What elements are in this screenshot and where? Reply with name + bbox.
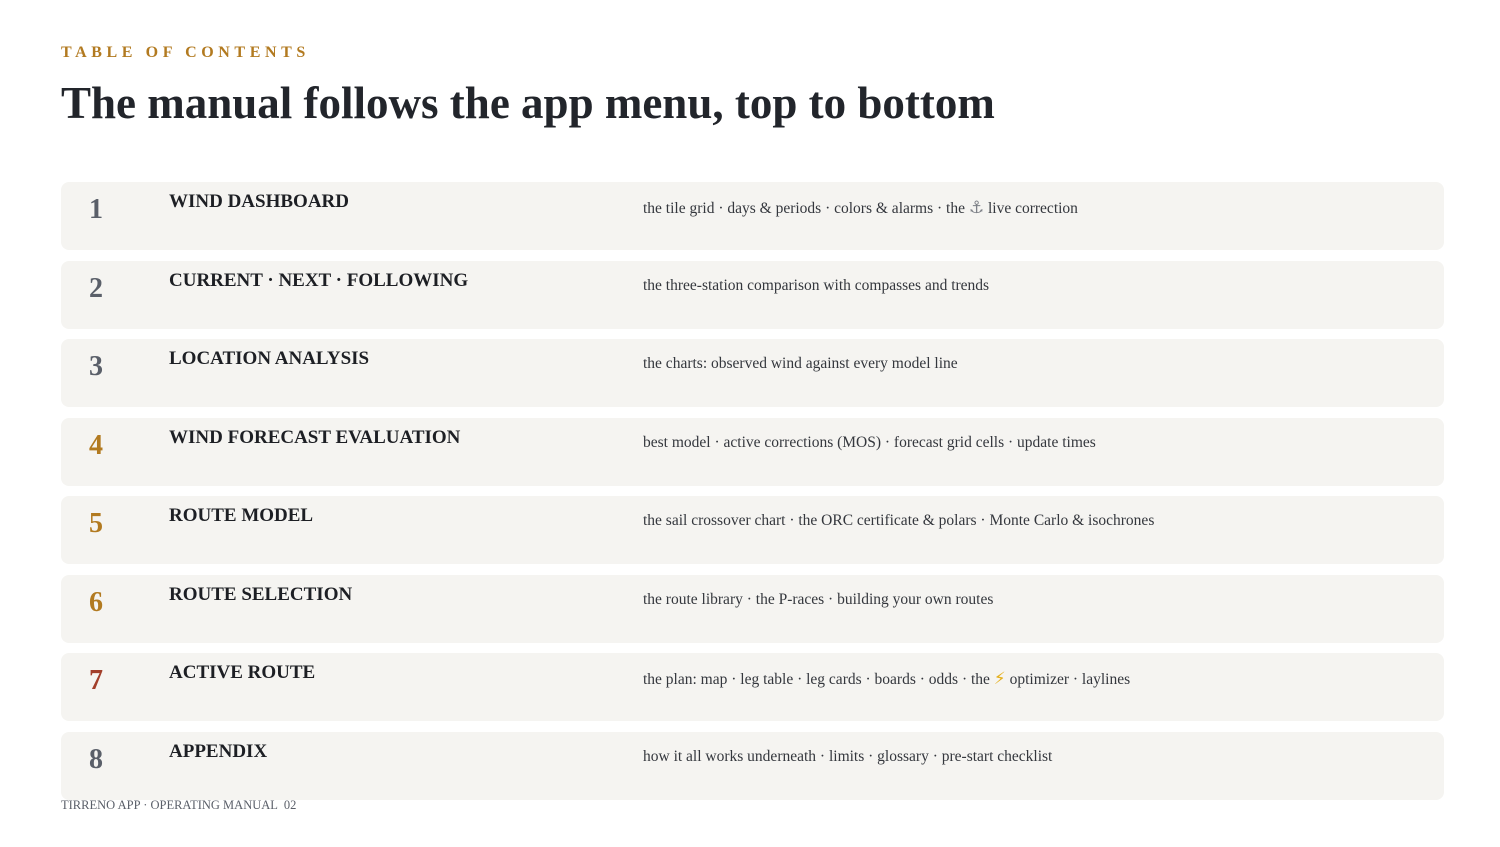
toc-row-wind-forecast-evaluation[interactable] xyxy=(61,418,1444,486)
toc-row-wind-dashboard[interactable] xyxy=(61,182,1444,250)
chapter-description: the sail crossover chart · the ORC certificate & polars · Monte Carlo & isochrones xyxy=(643,512,1155,529)
chapter-description-text: the plan: map · leg table · leg cards · boards · odds · the xyxy=(643,671,994,688)
chapter-title: LOCATION ANALYSIS xyxy=(169,348,370,369)
chapter-number: 8 xyxy=(89,743,103,775)
toc-row-route-model[interactable] xyxy=(61,496,1444,564)
toc-row-active-route[interactable] xyxy=(61,653,1444,721)
toc-row-appendix[interactable] xyxy=(61,732,1444,800)
toc-row-route-selection[interactable] xyxy=(61,575,1444,643)
toc-row-current-next-following[interactable] xyxy=(61,261,1444,329)
chapter-title: APPENDIX xyxy=(169,740,268,762)
section-eyebrow: TABLE OF CONTENTS xyxy=(61,44,310,61)
lightning-bolt-icon: ⚡ xyxy=(993,669,1006,689)
page-footer xyxy=(61,798,296,813)
chapter-title: WIND FORECAST EVALUATION xyxy=(169,426,461,448)
footer-text: TIRRENO APP · OPERATING MANUAL xyxy=(61,798,278,812)
chapter-title: CURRENT · NEXT · FOLLOWING xyxy=(169,269,469,291)
chapter-number: 7 xyxy=(89,665,103,696)
toc-row-location-analysis[interactable] xyxy=(61,339,1444,407)
chapter-description: the route library · the P-races · building your own routes xyxy=(643,590,994,608)
chapter-description xyxy=(643,667,1130,692)
chapter-title: ROUTE MODEL xyxy=(169,505,314,526)
chapter-number: 5 xyxy=(89,508,103,539)
chapter-description-tail: optimizer · laylines xyxy=(1005,671,1131,688)
chapter-number: 2 xyxy=(89,272,103,304)
chapter-number: 1 xyxy=(89,194,103,225)
page-number: 02 xyxy=(283,798,297,812)
chapter-description: the charts: observed wind against every model line xyxy=(643,355,958,372)
chapter-number: 4 xyxy=(89,429,103,461)
chapter-description: the three-station comparison with compasses and trends xyxy=(643,276,990,294)
chapter-title: ACTIVE ROUTE xyxy=(169,662,316,683)
chapter-description-tail: live correction xyxy=(984,200,1078,217)
chapter-title: WIND DASHBOARD xyxy=(169,191,349,212)
chapter-description: best model · active corrections (MOS) · forecast grid cells · update times xyxy=(643,433,1096,451)
chapter-description-text: the tile grid · days & periods · colors & alarms · the xyxy=(643,200,969,217)
anchor-icon: ⚓ xyxy=(968,198,985,218)
chapter-number: 3 xyxy=(89,351,103,382)
table-of-contents xyxy=(61,182,1444,810)
chapter-number: 6 xyxy=(89,586,103,618)
chapter-description: how it all works underneath · limits · glossary · pre-start checklist xyxy=(643,747,1053,765)
page-title: The manual follows the app menu, top to bottom xyxy=(61,78,995,128)
chapter-title: ROUTE SELECTION xyxy=(169,583,353,605)
chapter-description xyxy=(643,196,1078,221)
